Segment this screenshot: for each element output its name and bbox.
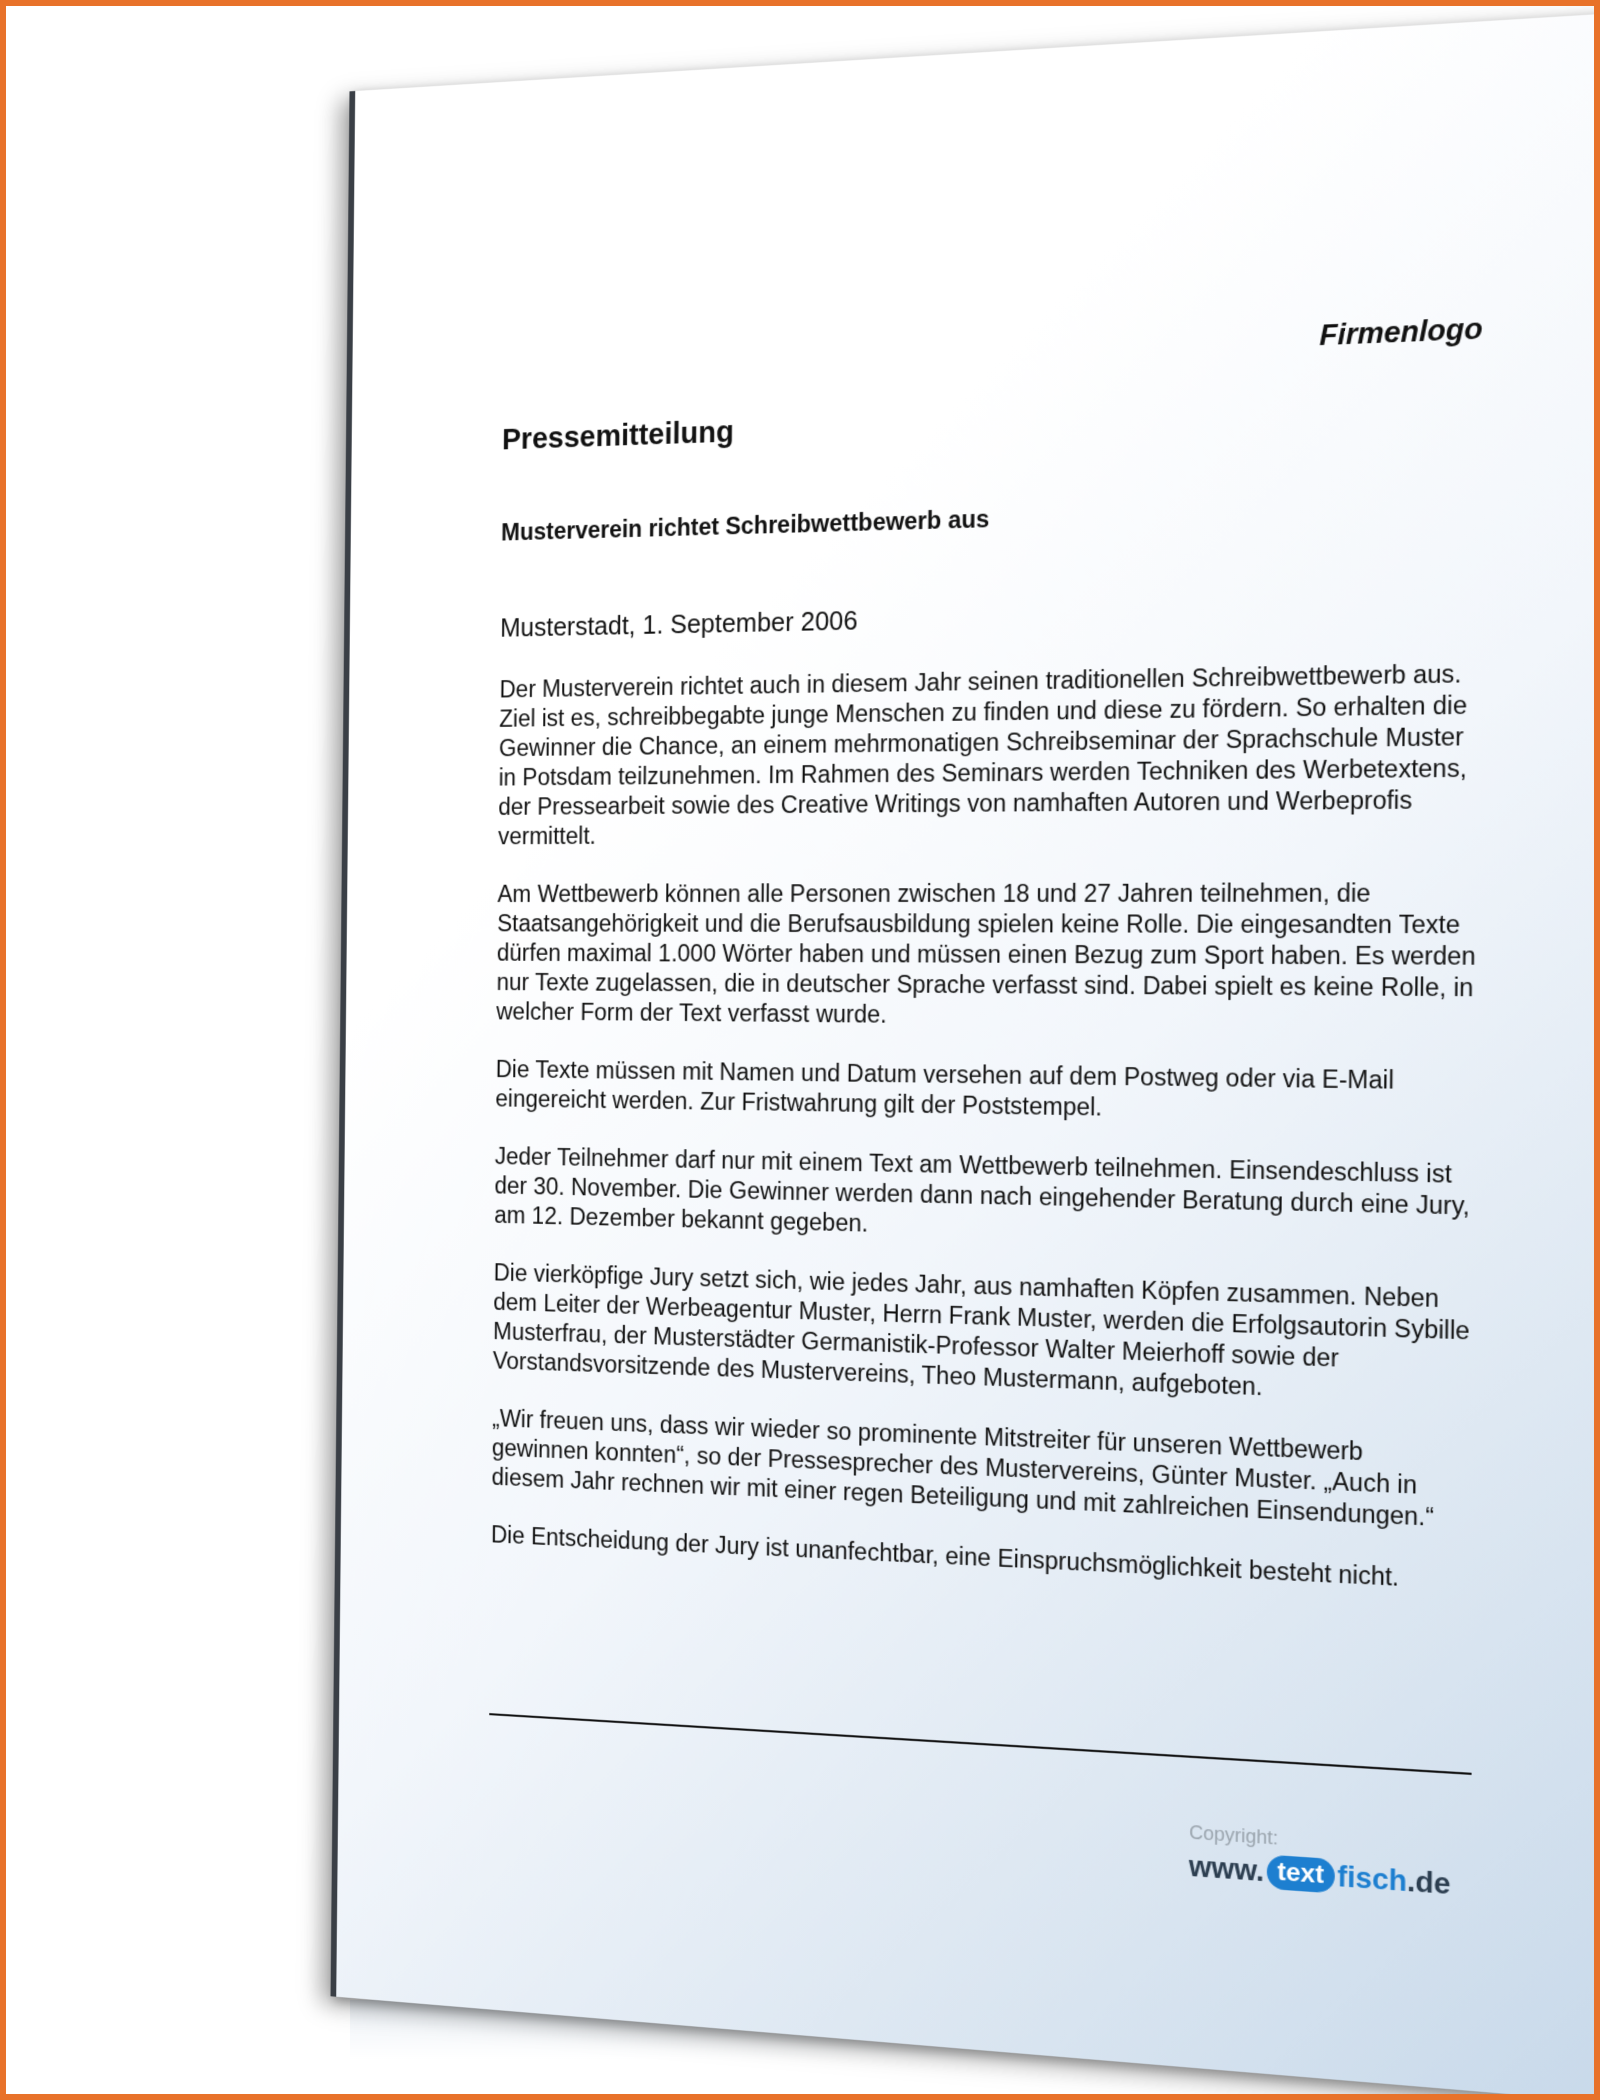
brand-logo: [1189, 1849, 1451, 1901]
brand-prefix: www.: [1188, 1849, 1265, 1887]
document-heading: Pressemitteilung: [501, 415, 735, 457]
brand-suffix: .de: [1406, 1864, 1451, 1900]
brand-mid: fisch: [1337, 1859, 1408, 1897]
copyright-label: Copyright:: [1189, 1821, 1279, 1849]
company-logo-placeholder: Firmenlogo: [1319, 312, 1483, 352]
body-paragraph: Am Wettbewerb können alle Personen zwischen 18 und 27 Jahren teilnehmen, die Staatsangehörigkeit und die Berufsausbildung spielen keine Rolle. Die eingesandten Texte dürfen maximal 1.000 Wörter haben und müssen einen Bezug zum Sport haben. Es werden nur Texte zugelassen, die in deutscher Sprache verfasst sind. Dabei spielt es keine Rolle, in welcher Form der Text verfasst wurde.: [496, 879, 1476, 1028]
body-paragraph: Die Texte müssen mit Namen und Datum versehen auf dem Postweg oder via E-Mail eingereicht werden. Zur Fristwahrung gilt der Poststempel.: [495, 1055, 1395, 1121]
body-paragraph: Jeder Teilnehmer darf nur mit einem Text am Wettbewerb teilnehmen. Einsendeschluss ist der 30. November. Die Gewinner werden dann nach eingehender Beratung durch eine Jury, am 12. Dezember bekannt gegeben.: [494, 1142, 1470, 1237]
document-subheading: Musterverein richtet Schreibwettbewerb aus: [501, 505, 990, 546]
document-body: [491, 658, 1484, 1627]
document-dateline: Musterstadt, 1. September 2006: [500, 606, 858, 643]
body-paragraph: „Wir freuen uns, dass wir wieder so prominente Mitstreiter für unseren Wettbewerb gewinnen konnten“, so der Pressesprecher des Mustervereins, Günter Muster. „Auch in diesem Jahr rechnen wir mit einer regen Beteiligung und mit zahlreichen Einsendungen.“: [491, 1404, 1435, 1532]
document-page: [331, 12, 1600, 2100]
body-paragraph: Die vierköpfige Jury setzt sich, wie jedes Jahr, aus namhaften Köpfen zusammen. Neben dem Leiter der Werbeagentur Muster, Herrn Frank Muster, werden die Erfolgsautorin Sybille Musterfrau, der Musterstädter Germanistik-Professor Walter Meierhoff sowie der Vorstandsvorsitzende des Mustervereins, Theo Mustermann, aufgeboten.: [492, 1259, 1470, 1401]
body-paragraph: Die Entscheidung der Jury ist unanfechtbar, eine Einspruchsmöglichkeit besteht nicht.: [490, 1521, 1400, 1592]
brand-fish-text: text: [1266, 1855, 1335, 1894]
footer-divider: [489, 1713, 1471, 1775]
body-paragraph: Der Musterverein richtet auch in diesem Jahr seinen traditionellen Schreibwettbewerb aus. Ziel ist es, schreibbegabte junge Menschen zu finden und diese zu fördern. So erhalten die Gewinner die Chance, an einem mehrmonatigen Schreibseminar der Sprachschule Muster in Potsdam teilzunehmen. Im Rahmen des Seminars werden Techniken des Werbetextens, der Pressearbeit sowie des Creative Writings von namhaften Autoren und Werbeprofis vermittelt.: [497, 659, 1468, 850]
fish-icon: [1266, 1855, 1335, 1894]
